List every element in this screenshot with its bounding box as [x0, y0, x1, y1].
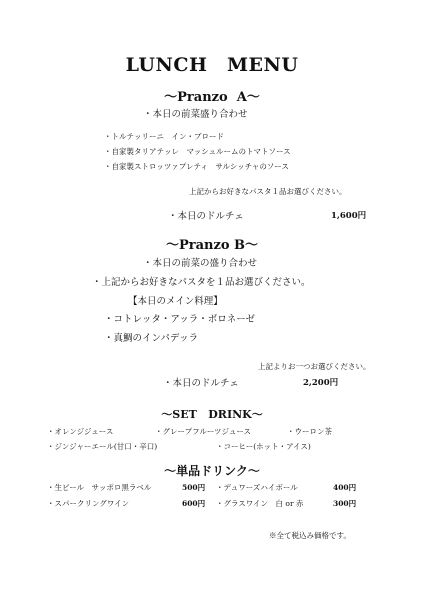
pranzo-b-antipasto: ・本日の前菜の盛り合わせ	[143, 258, 258, 269]
pranzo-a-pasta-item: ・自家製タリアテッレ マッシュルームのトマトソース	[104, 147, 291, 156]
pranzo-b-pasta-note: ・上記からお好きなパスタを１品お選びください。	[92, 277, 311, 288]
single-drink-price: 600円	[182, 499, 206, 508]
single-drink-name: ・スパークリングワイン	[47, 499, 130, 508]
set-drink-item: ・グレープフルーツジュース	[155, 427, 251, 436]
single-drink-name: ・デュワーズハイボール	[216, 483, 298, 492]
set-drink-item: ・オレンジジュース	[47, 427, 114, 436]
pranzo-a-pasta-item: ・トルテッリーニ イン・ブロード	[104, 132, 224, 141]
pranzo-a-pasta-item: ・自家製ストロッツァプレティ サルシッチャのソース	[104, 162, 289, 171]
pranzo-a-dolce: ・本日のドルチェ	[168, 211, 244, 222]
single-drink-heading: ～単品ドリンク～	[164, 464, 260, 478]
menu-title: LUNCH MENU	[125, 54, 299, 76]
pranzo-b-heading: ～Pranzo B～	[165, 238, 259, 253]
pranzo-a-price: 1,600円	[331, 211, 367, 221]
pranzo-b-main-item: ・真鯛のインパデッラ	[104, 333, 199, 344]
set-drink-item: ・ウーロン茶	[287, 427, 332, 436]
pranzo-b-main-note: 上記よりお一つお選びください。	[258, 362, 371, 371]
set-drink-heading: ～SET DRINK～	[161, 408, 263, 421]
single-drink-price: 500円	[182, 483, 206, 492]
single-drink-price: 400円	[333, 483, 357, 492]
single-drink-name: ・グラスワイン 白 or 赤	[216, 499, 304, 508]
pranzo-b-price: 2,200円	[303, 378, 339, 388]
set-drink-item: ・コーヒー(ホット・アイス)	[216, 442, 311, 451]
pranzo-b-main-heading: 【本日のメイン料理】	[128, 296, 223, 307]
single-drink-price: 300円	[333, 499, 357, 508]
pranzo-a-pasta-note: 上記からお好きなパスタ１品お選びください。	[189, 187, 347, 196]
tax-included-note: ※全て税込み価格です。	[269, 531, 351, 540]
pranzo-b-main-item: ・コトレッタ・アッラ・ボロネーゼ	[104, 314, 256, 325]
pranzo-a-antipasto: ・本日の前菜盛り合わせ	[143, 109, 248, 120]
pranzo-b-dolce: ・本日のドルチェ	[163, 378, 239, 389]
single-drink-name: ・生ビール サッポロ黒ラベル	[47, 483, 152, 492]
pranzo-a-heading: ～Pranzo A～	[164, 90, 260, 105]
set-drink-item: ・ジンジャーエール(甘口・辛口)	[47, 442, 158, 451]
